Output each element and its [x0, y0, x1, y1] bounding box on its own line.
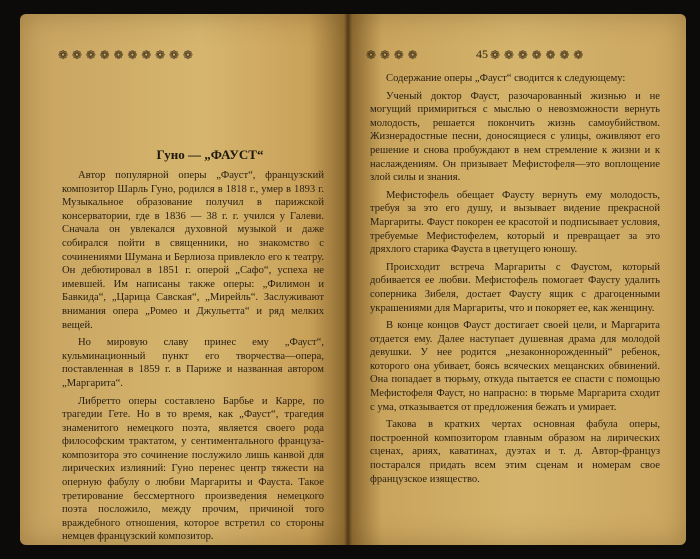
right-paragraph-6: Такова в кратких чертах основная фабула оперы, построенной композитором главным образом на лирических сценах, ариях, каватинах, дуэтах и т. д. Автор-француз постарался придать всем этим сценам и номерам свое французское изящество.	[370, 419, 660, 485]
chapter-title: Гуно — „ФАУСТ“	[156, 147, 264, 162]
right-paragraph-5: В конце концов Фауст достигает своей цели, и Маргарита отдается ему. Далее наступает душевная драма для молодой девушки. У нее родится „незаконнорожденный“ ребенок, которого она убивает, боясь всяческих мещанских обвинений. Она попадает в тюрьму, откуда пытается ее спасти с помощью Мефистофеля Фауст, но напрасно: в тюрьме Маргарита сходит с ума, отказывается от предложения бежать и умирает.	[370, 320, 660, 413]
left-paragraph-1: Автор популярной оперы „Фауст“, французский композитор Шарль Гуно, родился в 1818 г., умер в 1893 г. Музыкальное образование получил в парижской консерватории, где в 1836 — 38 г. г. учился у Галеви. Сначала он увлекался духовной музыкой и даже собирался пойти в священники, но знакомство с сочинениями Шумана и Берлиоза привлекло его к театру. Он дебютировал в 1851 г. оперой „Сафо“, успеха не имевшей. Им написаны также оперы: „Филимон и Бавкида“, „Царица Савская“, „Мирейль“. Заслуживают внимания опера „Ромео и Джульетта“ и ряд мелких вещей.	[62, 170, 324, 331]
left-ornament-border: ❁ ❁ ❁ ❁ ❁ ❁ ❁ ❁ ❁ ❁	[58, 48, 193, 62]
right-page-body	[370, 72, 660, 490]
right-paragraph-2: Ученый доктор Фауст, разочарованный жизнью и не могущий примириться с мыслью о невозможности вернуть молодость, решается покончить жизнь самоубийством. Жизнерадостные песни, доносящиеся с улицы, оживляют его решение и снова пробуждают в нем стремление к жизни и к наслаждениям. Он призывает Мефистофеля—это воплощение злой силы и знания.	[370, 90, 660, 184]
left-paragraph-2: Но мировую славу принес ему „Фауст“, кульминационный пункт его творчества—опера, поставленная в 1859 г. в Париже и названная автором „Маргарита“.	[62, 337, 324, 389]
right-ornament-left: ❁ ❁ ❁ ❁	[366, 48, 418, 62]
right-ornament-right: ❁ ❁ ❁ ❁ ❁ ❁ ❁	[490, 48, 584, 62]
book-spine	[344, 14, 352, 545]
right-page	[348, 14, 686, 545]
right-paragraph-4: Происходит встреча Маргариты с Фаустом, который добивается ее любви. Мефистофель помогает Фаусту удалить соперника Зибеля, достает Фаусту ящик с драгоценными украшениями для Маргариты, что и покоряет ее, как женщину.	[370, 261, 660, 314]
page-number: 45	[476, 47, 488, 61]
right-paragraph-1: Содержание оперы „Фауст“ сводится к следующему:	[386, 73, 626, 84]
left-page	[20, 14, 348, 545]
left-paragraph-3: Либретто оперы составлено Барбье и Карре, по трагедии Гете. Но в то время, как „Фауст“, трагедия знаменитого немецкого поэта, является своего рода философским трактатом, у сентиментального француза-композитора это сочинение послужило лишь канвой для лирических излияний: Гуно перенес центр тяжести на оперную фабулу о любви Маргариты и Фауста. Такое третирование бессмертного произведения немецкого поэта посложило, между прочим, причиной того враждебного отношения, которое встретил со стороны немцев французский композитор.	[62, 395, 324, 543]
right-paragraph-3: Мефистофель обещает Фаусту вернуть ему молодость, требуя за это его душу, и вызывает видение прекрасной Маргариты. Фауст покорен ее красотой и подписывает условия, требуемые Мефистофелем, который и превращает за это дряхлого старика Фауста в цветущего юношу.	[370, 189, 660, 256]
left-page-body	[62, 169, 324, 545]
